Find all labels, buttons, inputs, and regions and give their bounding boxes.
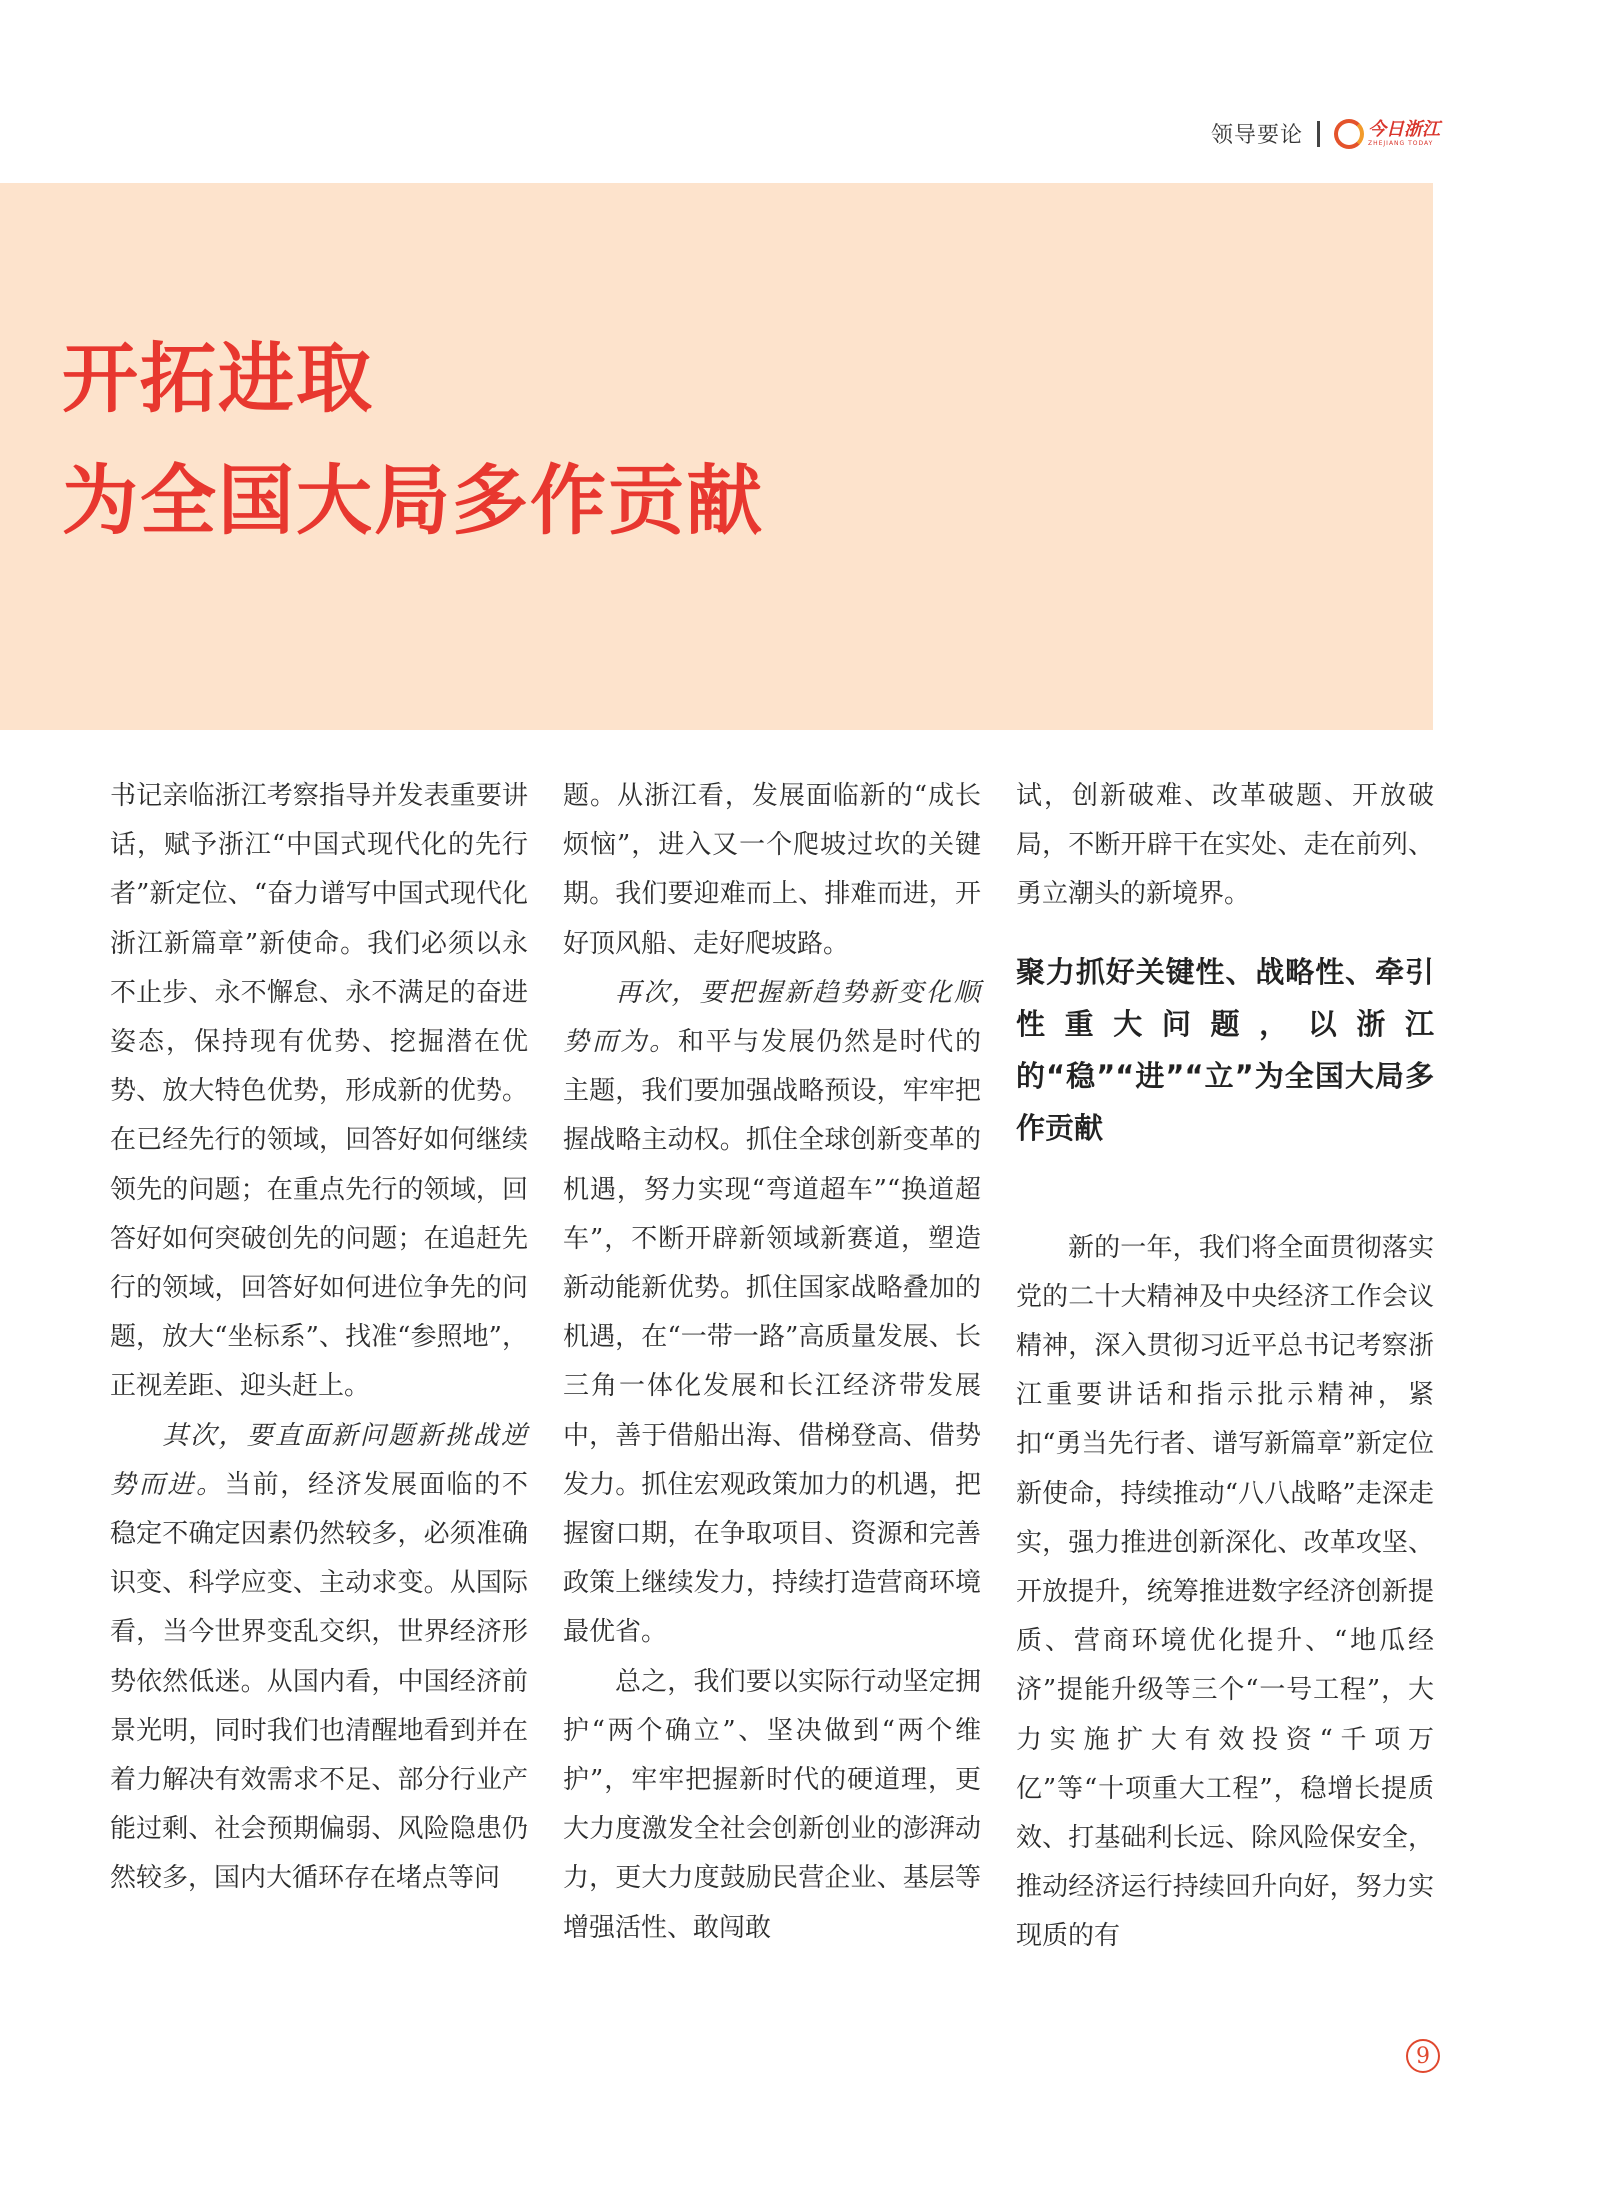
- page-number: 9: [1406, 2039, 1440, 2073]
- magazine-logo: [1334, 119, 1440, 149]
- paragraph-text: 当前，经济发展面临的不稳定不确定因素仍然较多，必须准确识变、科学应变、主动求变。从国际看，当今世界变乱交织，世界经济形势依然低迷。从国内看，中国经济前景光明，同时我们也清醒地看到并在着力解决有效需求不足、部分行业产能过剩、社会预期偏弱、风险隐患仍然较多，国内大循环存在堵点等问: [110, 1469, 528, 1894]
- title-line-1: 开拓进取: [62, 334, 374, 423]
- page-header: [1211, 118, 1440, 149]
- paragraph: 书记亲临浙江考察指导并发表重要讲话，赋予浙江“中国式现代化的先行者”新定位、“奋力谱写中国式现代化浙江新篇章”新使命。我们必须以永不止步、永不懈怠、永不满足的奋进姿态，保持现有优势、挖掘潜在优势、放大特色优势，形成新的优势。在已经先行的领域，回答好如何继续领先的问题；在重点先行的领域，回答好如何突破创先的问题；在追赶先行的领域，回答好如何进位争先的问题，放大“坐标系”、找准“参照地”，正视差距、迎头赶上。: [110, 781, 528, 1402]
- section-label: 领导要论: [1210, 123, 1303, 148]
- paragraph: [110, 1412, 528, 1904]
- keyword-lead: 其次，要直面新问题新挑战逆势而进。: [110, 1420, 528, 1500]
- logo-swirl-icon: [1334, 119, 1364, 149]
- paragraph: 总之，我们要以实际行动坚定拥护“两个确立”、坚决做到“两个维护”，牢牢把握新时代的硬道理，更大力度激发全社会创新创业的澎湃动力，更大力度鼓励民营企业、基层等增强活性、敢闯敢: [563, 1666, 981, 1943]
- paragraph: [563, 969, 981, 1658]
- paragraph: 新的一年，我们将全面贯彻落实党的二十大精神及中央经济工作会议精神，深入贯彻习近平总书记考察浙江重要讲话和指示批示精神，紧扣“勇当先行者、谱写新篇章”新定位新使命，持续推动“八八战略”走深走实，强力推进创新深化、改革攻坚、开放提升，统筹推进数字经济创新提质、营商环境优化提升、“地瓜经济”提能升级等三个“一号工程”，大力实施扩大有效投资“千项万亿”等“十项重大工程”，稳增长提质效、打基础利长远、除风险保安全，推动经济运行持续回升向好，努力实现质的有: [1016, 1232, 1434, 1952]
- header-divider: [1317, 121, 1320, 147]
- logo-cn-text: 今日浙江: [1368, 118, 1440, 140]
- paragraph: 题。从浙江看，发展面临新的“成长烦恼”，进入又一个爬坡过坎的关键期。我们要迎难而上、排难而进，开好顶风船、走好爬坡路。: [563, 781, 981, 959]
- text-column-2: [563, 772, 981, 1953]
- text-column-1: [110, 772, 528, 1904]
- logo-en-text: ZHEJIANG TODAY: [1368, 139, 1434, 147]
- title-line-2: 为全国大局多作贡献: [62, 456, 764, 545]
- text-column-3: [1016, 772, 1434, 1962]
- paragraph: 试，创新破难、改革破题、开放破局，不断开辟干在实处、走在前列、勇立潮头的新境界。: [1016, 781, 1434, 910]
- section-subheading: 聚力抓好关键性、战略性、牵引性重大问题，以浙江的“稳”“进”“立”为全国大局多作贡献: [1016, 954, 1434, 1145]
- logo-text: [1368, 118, 1440, 147]
- keyword-lead: 再次，要把握新趋势新变化顺势而为。: [563, 977, 981, 1058]
- paragraph-text: 和平与发展仍然是时代的主题，我们要加强战略预设，牢牢把握战略主动权。抓住全球创新变革的机遇，努力实现“弯道超车”“换道超车”，不断开辟新领域新赛道，塑造新动能新优势。抓住国家战略叠加的机遇，在“一带一路”高质量发展、长三角一体化发展和长江经济带发展中，善于借船出海、借梯登高、借势发力。抓住宏观政策加力的机遇，把握窗口期，在争取项目、资源和完善政策上继续发力，持续打造营商环境最优省。: [563, 1027, 981, 1648]
- article-title: [62, 318, 764, 562]
